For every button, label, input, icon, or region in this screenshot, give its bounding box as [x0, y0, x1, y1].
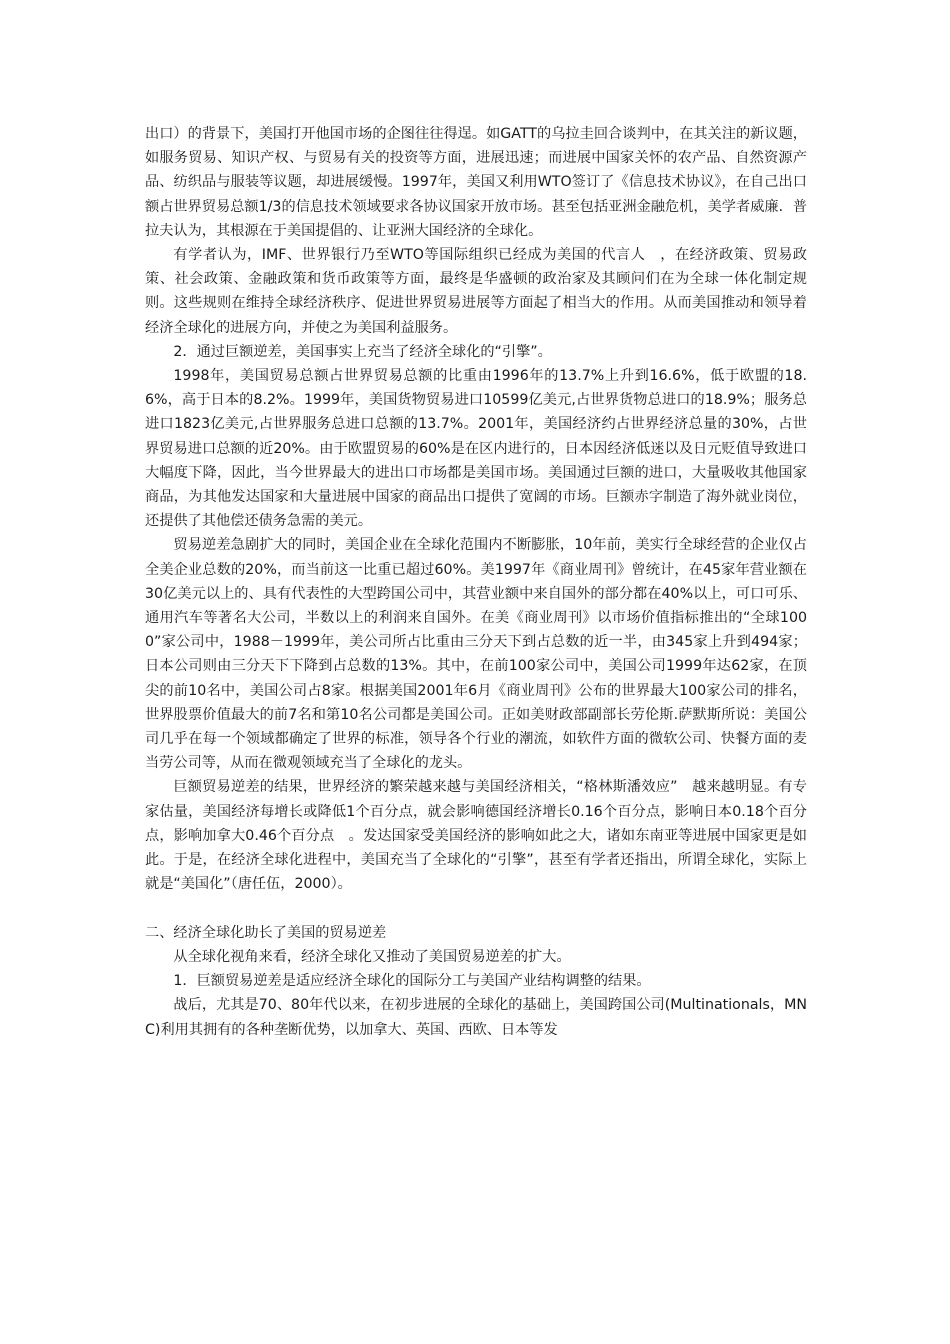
paragraph-greenspan-effect: 巨额贸易逆差的结果，世界经济的繁荣越来越与美国经济相关，“格林斯潘效应” 越来越明显。有专家估量，美国经济每增长或降低1个百分点，就会影响德国经济增长0.16个百分点，影响日本0.18个百分点，影响加拿大0.46个百分点 。发达国家受美国经济的影响如此之大，诸如东南亚等进展中国家更是如此。于是，在经济全球化进程中，美国充当了全球化的“引擎”，甚至有学者还指出，所谓全球化，实际上就是“美国化”（唐任伍，2000）。 — [145, 779, 807, 893]
paragraph-globalization-perspective: 从全球化视角来看，经济全球化又推动了美国贸易逆差的扩大。 — [173, 948, 571, 965]
document-page — [145, 122, 807, 1042]
blank-line — [145, 897, 807, 921]
subheading-international-division: 1．巨额贸易逆差是适应经济全球化的国际分工与美国产业结构调整的结果。 — [173, 973, 651, 990]
paragraph-corporate-expansion: 贸易逆差急剧扩大的同时，美国企业在全球化范围内不断膨胀，10年前，美实行全球经营的企业仅占全美企业总数的20%，而当前这一比重已超过60%。美1997年《商业周刊》曾统计，在45家年营业额在30亿美元以上的、具有代表性的大型跨国公司中，其营业额中来自国外的部分都在40%以上，可口可乐、通用汽车等著名大公司，半数以上的利润来自国外。在美《商业周刊》以市场价值指标推出的“全球1000”家公司中，1988－1999年，美公司所占比重由三分天下到占总数的近一半，由345家上升到494家；日本公司则由三分天下下降到占总数的13%。其中，在前100家公司中，美国公司1999年达62家，在顶尖的前10名中，美国公司占8家。根据美国2001年6月《商业周刊》公布的世界最大100家公司的排名，世界股票价值最大的前7名和第10名公司都是美国公司。正如美财政部副部长劳伦斯.萨默斯所说：美国公司几乎在每一个领域都确定了世界的标准，领导各个行业的潮流，如软件方面的微软公司、快餐方面的麦当劳公司等，从而在微观领域充当了全球化的龙头。 — [145, 537, 807, 772]
section-heading: 二、经济全球化助长了美国的贸易逆差 — [145, 924, 387, 941]
paragraph-trade-statistics: 1998年，美国贸易总额占世界贸易总额的比重由1996年的13.7%上升到16.6%，低于欧盟的18.6%，高于日本的8.2%。1999年，美国货物贸易进口10599亿美元,占世界货物总进口的18.9%；服务总进口1823亿美元,占世界服务总进口总额的13.7%。2001年，美国经济约占世界经济总量的30%，占世界贸易进口总额的近20%。由于欧盟贸易的60%是在区内进行的，日本因经济低迷以及日元贬值导致进口大幅度下降，因此，当今世界最大的进出口市场都是美国市场。美国通过巨额的进口，大量吸收其他国家商品，为其他发达国家和大量进展中国家的商品出口提供了宽阔的市场。巨额赤字制造了海外就业岗位，还提供了其他偿还债务急需的美元。 — [145, 368, 807, 530]
paragraph-international-organizations: 有学者认为，IMF、世界银行乃至WTO等国际组织已经成为美国的代言人 ，在经济政策、贸易政策、社会政策、金融政策和货币政策等方面，最终是华盛顿的政治家及其顾问们在为全球一体化制定规则。这些规则在维持全球经济秩序、促进世界贸易进展等方面起了相当大的作用。从而美国推动和领导着经济全球化的进展方向，并使之为美国利益服务。 — [145, 247, 807, 336]
paragraph-continuation: 出口）的背景下，美国打开他国市场的企图往往得逞。如GATT的乌拉圭回合谈判中，在其关注的新议题，如服务贸易、知识产权、与贸易有关的投资等方面，进展迅速；而进展中国家关怀的农产品、自然资源产品、纺织品与服装等议题，却进展缓慢。1997年，美国又利用WTO签订了《信息技术协议》，在自己出口额占世界贸易总额1/3的信息技术领域要求各协议国家开放市场。甚至包括亚洲金融危机，美学者威廉．普拉夫认为，其根源在于美国提倡的、让亚洲大国经济的全球化。 — [145, 126, 807, 239]
paragraph-postwar-mnc: 战后，尤其是70、80年代以来，在初步进展的全球化的基础上，美国跨国公司(Multinationals，MNC)利用其拥有的各种垄断优势，以加拿大、英国、西欧、日本等发 — [145, 997, 807, 1038]
subheading-trade-deficit-engine: 2．通过巨额逆差，美国事实上充当了经济全球化的“引擎”。 — [173, 343, 552, 360]
